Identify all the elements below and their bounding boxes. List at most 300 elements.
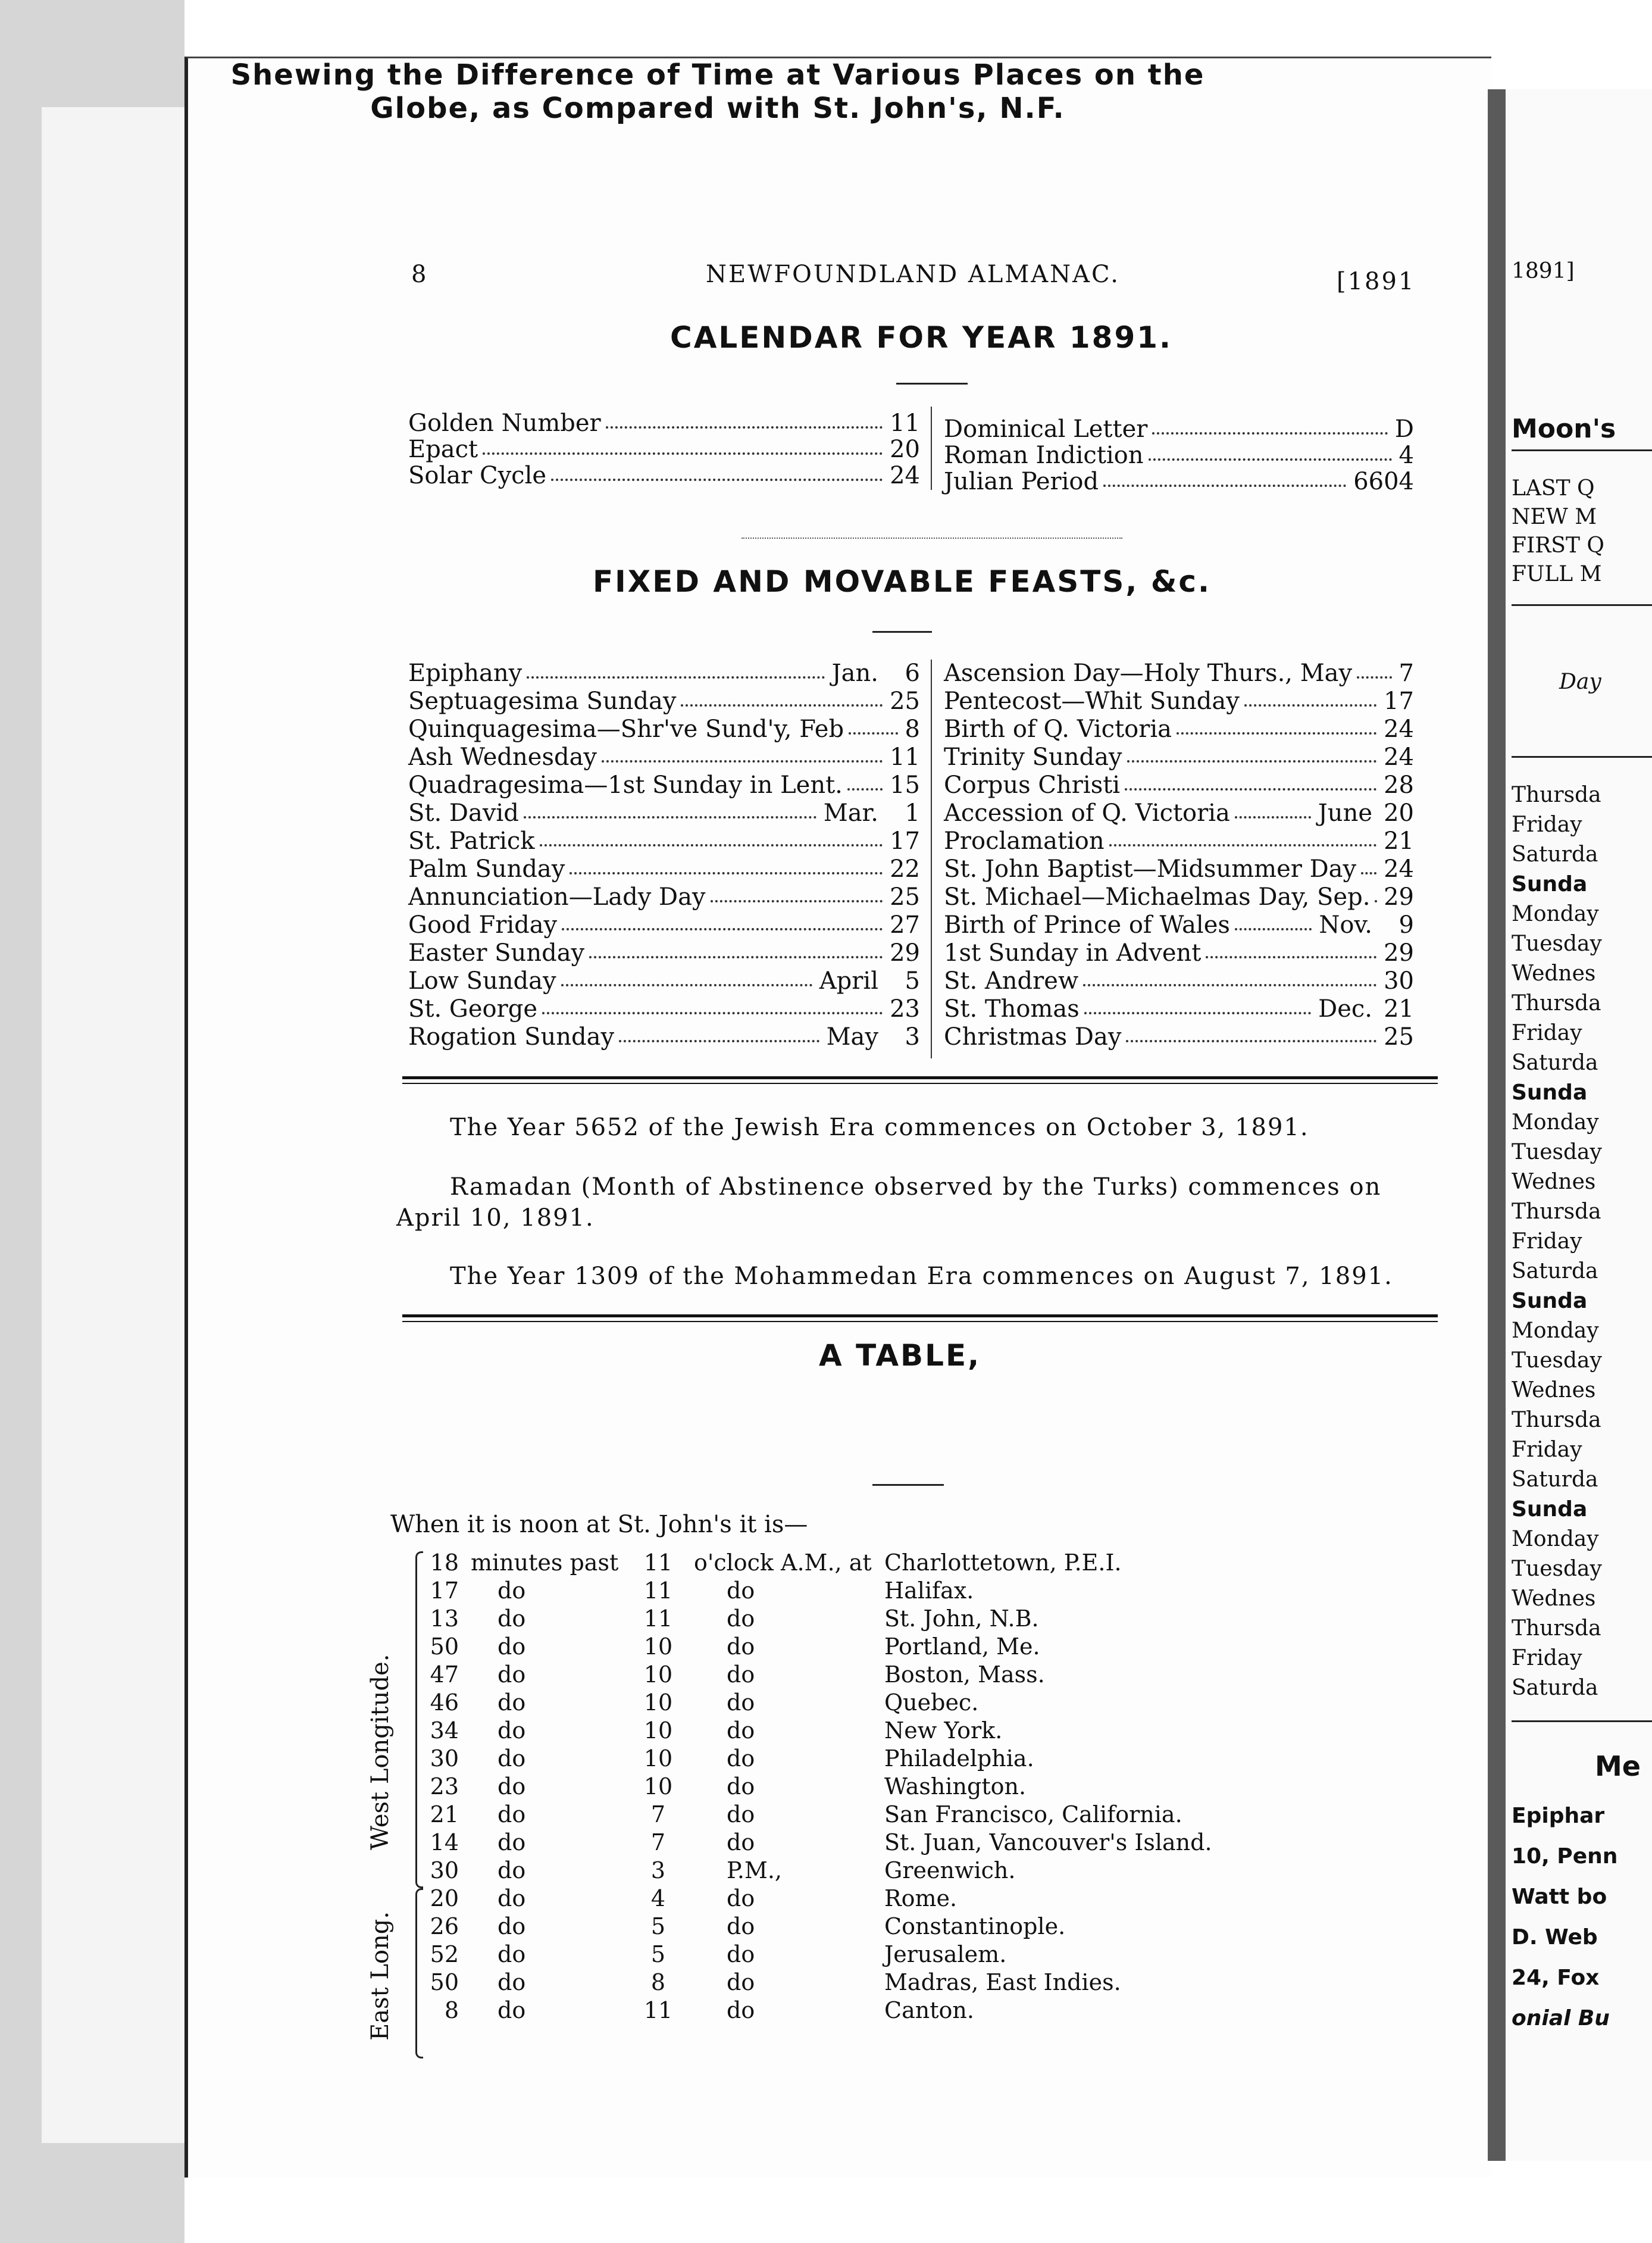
row-place: Halifax.: [884, 1577, 974, 1604]
weekday-label: Sunda: [1512, 872, 1588, 896]
row-unit: do: [498, 1745, 526, 1772]
row-place: Portland, Me.: [884, 1633, 1040, 1660]
dot-leader: [1375, 900, 1376, 902]
row-unit: do: [498, 1605, 526, 1632]
row-value: 9: [1398, 911, 1414, 939]
row-hour: 10: [643, 1745, 673, 1772]
dot-leader: [589, 956, 883, 958]
row-place: New York.: [884, 1717, 1003, 1744]
dot-leader: [1149, 458, 1392, 461]
weekday-label: Wednes: [1512, 961, 1596, 986]
row-label: Birth of Q. Victoria: [944, 716, 1172, 743]
row-label: Epact: [408, 436, 478, 463]
row-label: Easter Sunday: [408, 939, 585, 967]
dot-leader: [849, 732, 898, 735]
row-value: 20: [890, 436, 920, 463]
row-place: Madras, East Indies.: [884, 1969, 1121, 1995]
dot-leader: [562, 928, 883, 930]
row-month: Jan.: [831, 660, 878, 687]
row-unit: do: [498, 1661, 526, 1688]
dot-leader: [1361, 872, 1376, 874]
row-place: Quebec.: [884, 1689, 979, 1716]
row-ampm: do: [727, 1661, 755, 1688]
row-label: Christmas Day: [944, 1023, 1122, 1051]
feast-row: [944, 442, 1414, 468]
phase-label: FULL M: [1512, 562, 1602, 586]
feast-row: [408, 799, 920, 826]
title-rule: [872, 631, 932, 633]
me-line: 24, Fox: [1512, 1966, 1600, 1990]
row-value: 25: [890, 883, 920, 911]
dot-leader: [711, 900, 883, 902]
row-unit: do: [498, 1997, 526, 2023]
dot-leader: [602, 760, 883, 763]
row-ampm: do: [727, 1969, 755, 1995]
weekday-label: Sunda: [1512, 1289, 1588, 1313]
me-line: Epiphar: [1512, 1804, 1605, 1828]
row-value: 24: [890, 462, 920, 489]
dot-leader: [1103, 485, 1346, 487]
row-hour: 5: [650, 1913, 666, 1939]
feast-row: [944, 883, 1414, 910]
feast-row: [944, 827, 1414, 854]
double-rule: [402, 1314, 1438, 1322]
row-hour: 10: [643, 1689, 673, 1716]
feast-row: [944, 855, 1414, 882]
section-rule: [741, 538, 1122, 539]
feast-row: [408, 939, 920, 966]
rule: [1512, 604, 1652, 606]
row-label: Julian Period: [944, 468, 1099, 495]
dot-leader: [619, 1040, 819, 1042]
row-value: 21: [1384, 827, 1414, 855]
row-hour: 4: [650, 1885, 666, 1911]
row-label: Epiphany: [408, 660, 522, 687]
row-minutes: 18: [430, 1550, 459, 1576]
row-minutes: 20: [430, 1885, 459, 1911]
row-value: 29: [890, 939, 920, 967]
feast-row: [408, 688, 920, 714]
row-ampm: do: [727, 1605, 755, 1632]
feast-row: [944, 660, 1414, 686]
row-unit: do: [498, 1633, 526, 1660]
row-unit: do: [498, 1773, 526, 1800]
row-value: 20: [1384, 799, 1414, 827]
row-hour: 5: [650, 1941, 666, 1967]
row-ampm: do: [727, 1885, 755, 1911]
weekday-label: Thursda: [1512, 783, 1601, 807]
row-value: D: [1394, 416, 1414, 443]
feast-row: [408, 855, 920, 882]
row-hour: 11: [643, 1577, 673, 1604]
dot-leader: [561, 984, 812, 986]
row-label: Quinquagesima—Shr've Sund'y, Feb: [408, 716, 844, 743]
feast-row: [944, 799, 1414, 826]
feast-row: [408, 883, 920, 910]
dot-leader: [1235, 928, 1312, 930]
feast-row: [944, 416, 1414, 442]
row-label: Accession of Q. Victoria: [944, 799, 1230, 827]
row-ampm: do: [727, 1633, 755, 1660]
row-value: 5: [905, 967, 920, 995]
dot-leader: [681, 704, 883, 707]
row-hour: 10: [643, 1717, 673, 1744]
row-value: 29: [1384, 883, 1414, 911]
me-heading: Me: [1595, 1750, 1641, 1782]
feast-row: [408, 410, 920, 436]
feast-row: [944, 1023, 1414, 1049]
me-line: D. Web: [1512, 1925, 1598, 1950]
weekday-label: Thursda: [1512, 1408, 1601, 1432]
weekday-label: Friday: [1512, 1646, 1582, 1670]
row-place: St. Juan, Vancouver's Island.: [884, 1829, 1212, 1855]
dot-leader: [540, 844, 883, 846]
phase-label: FIRST Q: [1512, 533, 1604, 558]
weekday-label: Saturda: [1512, 1259, 1598, 1283]
row-hour: 11: [643, 1997, 673, 2023]
row-value: 1: [905, 799, 920, 827]
row-value: 24: [1384, 743, 1414, 771]
row-minutes: 23: [430, 1773, 459, 1800]
weekday-label: Thursda: [1512, 1199, 1601, 1224]
weekday-label: Tuesday: [1512, 1557, 1602, 1581]
weekday-label: Sunda: [1512, 1080, 1588, 1105]
dot-leader: [847, 788, 883, 791]
row-month: June: [1318, 799, 1372, 827]
row-place: Boston, Mass.: [884, 1661, 1045, 1688]
row-place: San Francisco, California.: [884, 1801, 1182, 1827]
feast-row: [944, 716, 1414, 742]
rule: [1512, 1720, 1652, 1722]
row-unit: do: [498, 1717, 526, 1744]
row-value: 27: [890, 911, 920, 939]
dot-leader: [1083, 984, 1376, 986]
row-value: 6: [905, 660, 920, 687]
row-value: 28: [1384, 771, 1414, 799]
row-unit: do: [498, 1857, 526, 1883]
row-label: Roman Indiction: [944, 442, 1144, 469]
row-minutes: 34: [430, 1717, 459, 1744]
feast-row: [408, 716, 920, 742]
double-rule: [402, 1076, 1438, 1084]
row-label: Low Sunday: [408, 967, 556, 995]
row-hour: 7: [650, 1801, 666, 1827]
row-label: Ascension Day—Holy Thurs., May: [944, 660, 1353, 687]
east-brace: [415, 1888, 423, 2058]
table-subtitle: Shewing the Difference of Time at Various Places on the Globe, as Compared with St. John's, N.F.: [230, 58, 1205, 125]
row-ampm: do: [727, 1717, 755, 1744]
row-minutes: 47: [430, 1661, 459, 1688]
dot-leader: [606, 426, 883, 429]
row-value: 11: [890, 743, 920, 771]
row-unit: do: [498, 1885, 526, 1911]
row-label: Septuagesima Sunday: [408, 688, 677, 715]
dot-leader: [570, 872, 883, 874]
weekday-label: Friday: [1512, 1438, 1582, 1462]
almanac-page: [184, 57, 1491, 2178]
row-minutes: 8: [444, 1997, 459, 2023]
row-value: 23: [890, 995, 920, 1023]
row-ampm: P.M.,: [727, 1857, 783, 1883]
phase-label: NEW M: [1512, 505, 1597, 529]
dot-leader: [527, 676, 825, 679]
row-hour: 8: [650, 1969, 666, 1995]
weekday-label: Thursda: [1512, 991, 1601, 1016]
row-ampm: do: [727, 1577, 755, 1604]
dot-leader: [1127, 760, 1376, 763]
row-label: St. Thomas: [944, 995, 1080, 1023]
row-label: Golden Number: [408, 410, 601, 437]
row-place: Philadelphia.: [884, 1745, 1034, 1772]
dot-leader: [1126, 1040, 1376, 1042]
weekday-label: Saturda: [1512, 1051, 1598, 1075]
row-label: Trinity Sunday: [944, 743, 1122, 771]
row-hour: 10: [643, 1661, 673, 1688]
weekday-label: Friday: [1512, 1229, 1582, 1254]
row-minutes: 21: [430, 1801, 459, 1827]
row-value: 24: [1384, 855, 1414, 883]
feast-row: [944, 468, 1414, 494]
row-minutes: 46: [430, 1689, 459, 1716]
row-minutes: 30: [430, 1745, 459, 1772]
feast-row: [944, 688, 1414, 714]
row-minutes: 26: [430, 1913, 459, 1939]
weekday-label: Monday: [1512, 1527, 1599, 1551]
weekday-label: Wednes: [1512, 1378, 1596, 1402]
weekday-label: Friday: [1512, 813, 1582, 837]
running-title: NEWFOUNDLAND ALMANAC.: [706, 261, 1120, 288]
row-value: 24: [1384, 716, 1414, 743]
weekday-label: Saturda: [1512, 842, 1598, 867]
feasts-title: FIXED AND MOVABLE FEASTS, &c.: [593, 564, 1212, 599]
row-unit: minutes past: [471, 1550, 619, 1576]
weekday-label: Wednes: [1512, 1170, 1596, 1194]
weekday-label: Sunda: [1512, 1497, 1588, 1522]
row-label: St. George: [408, 995, 538, 1023]
row-minutes: 13: [430, 1605, 459, 1632]
row-minutes: 50: [430, 1969, 459, 1995]
row-unit: do: [498, 1913, 526, 1939]
next-page-fragment: [1506, 89, 1652, 2161]
row-minutes: 17: [430, 1577, 459, 1604]
weekday-label: Saturda: [1512, 1676, 1598, 1700]
row-value: 25: [1384, 1023, 1414, 1051]
table-intro: When it is noon at St. John's it is—: [390, 1511, 808, 1538]
row-label: Annunciation—Lady Day: [408, 883, 706, 911]
title-rule: [896, 383, 968, 385]
calendar-title: CALENDAR FOR YEAR 1891.: [670, 320, 1173, 355]
row-value: 4: [1398, 442, 1414, 469]
dot-leader: [1152, 432, 1388, 435]
row-ampm: do: [727, 1745, 755, 1772]
row-value: 7: [1398, 660, 1414, 687]
row-label: St. Andrew: [944, 967, 1079, 995]
feast-row: [408, 743, 920, 770]
feast-row: [944, 939, 1414, 966]
row-place: Rome.: [884, 1885, 958, 1911]
weekday-label: Tuesday: [1512, 1140, 1602, 1164]
row-label: St. Patrick: [408, 827, 535, 855]
row-minutes: 14: [430, 1829, 459, 1855]
row-label: Palm Sunday: [408, 855, 565, 883]
row-month: Dec.: [1318, 995, 1372, 1023]
column-divider: [931, 407, 932, 490]
row-value: 25: [890, 688, 920, 715]
dot-leader: [1206, 956, 1376, 958]
row-label: St. Michael—Michaelmas Day, Sep.: [944, 883, 1371, 911]
row-hour: 10: [643, 1633, 673, 1660]
weekday-label: Tuesday: [1512, 1348, 1602, 1373]
feast-row: [408, 1023, 920, 1049]
row-value: 6604: [1353, 468, 1414, 495]
row-value: 3: [905, 1023, 920, 1051]
weekday-label: Monday: [1512, 902, 1599, 926]
row-label: Dominical Letter: [944, 416, 1148, 443]
row-unit: do: [498, 1941, 526, 1967]
dot-leader: [542, 1012, 883, 1014]
feast-row: [408, 771, 920, 798]
row-month: Nov.: [1319, 911, 1372, 939]
row-place: Constantinople.: [884, 1913, 1066, 1939]
feast-row: [944, 743, 1414, 770]
dot-leader: [524, 816, 816, 819]
dot-leader: [1109, 844, 1376, 846]
weekday-label: Friday: [1512, 1021, 1582, 1045]
row-label: Good Friday: [408, 911, 558, 939]
row-hour: 10: [643, 1773, 673, 1800]
dot-leader: [1177, 732, 1376, 735]
weekday-label: Saturda: [1512, 1467, 1598, 1492]
feast-row: [408, 995, 920, 1021]
row-place: Jerusalem.: [884, 1941, 1007, 1967]
row-minutes: 52: [430, 1941, 459, 1967]
weekday-label: Monday: [1512, 1319, 1599, 1343]
row-place: Washington.: [884, 1773, 1027, 1800]
row-unit: do: [498, 1969, 526, 1995]
row-value: 17: [890, 827, 920, 855]
me-line: Watt bo: [1512, 1885, 1607, 1909]
previous-page-edge: [42, 107, 184, 2143]
row-value: 8: [905, 716, 920, 743]
row-ampm: do: [727, 1913, 755, 1939]
feast-row: [944, 771, 1414, 798]
east-longitude-label: East Long.: [367, 1911, 394, 2041]
row-value: 22: [890, 855, 920, 883]
rule: [1512, 756, 1652, 758]
feast-row: [408, 967, 920, 994]
row-label: St. David: [408, 799, 519, 827]
title-rule: [872, 1484, 944, 1486]
row-label: Ash Wednesday: [408, 743, 597, 771]
row-label: Proclamation: [944, 827, 1105, 855]
row-label: Pentecost—Whit Sunday: [944, 688, 1240, 715]
weekday-label: Monday: [1512, 1110, 1599, 1135]
row-unit: do: [498, 1801, 526, 1827]
feast-row: [408, 911, 920, 938]
ramadan-note: Ramadan (Month of Abstinence observed by the Turks) commences on: [450, 1173, 1382, 1201]
row-month: April: [819, 967, 878, 995]
row-ampm: do: [727, 1773, 755, 1800]
row-label: Corpus Christi: [944, 771, 1121, 799]
row-value: 29: [1384, 939, 1414, 967]
row-hour: 3: [650, 1857, 666, 1883]
row-minutes: 50: [430, 1633, 459, 1660]
row-month: May: [826, 1023, 878, 1051]
dot-leader: [1125, 788, 1376, 791]
rule: [1512, 449, 1652, 451]
ramadan-note-date: April 10, 1891.: [396, 1204, 595, 1232]
row-unit: do: [498, 1689, 526, 1716]
dot-leader: [1084, 1012, 1311, 1014]
row-label: Rogation Sunday: [408, 1023, 615, 1051]
row-ampm: do: [727, 1801, 755, 1827]
table-title: A TABLE,: [819, 1338, 981, 1373]
me-line: onial Bu: [1512, 2006, 1610, 2030]
row-label: 1st Sunday in Advent: [944, 939, 1202, 967]
phase-label: LAST Q: [1512, 476, 1595, 501]
row-ampm: do: [727, 1997, 755, 2023]
feast-row: [408, 436, 920, 462]
west-brace: [415, 1551, 423, 1888]
row-label: Solar Cycle: [408, 462, 547, 489]
row-unit: do: [498, 1577, 526, 1604]
dot-leader: [1244, 704, 1376, 707]
row-ampm: do: [727, 1941, 755, 1967]
row-value: 17: [1384, 688, 1414, 715]
row-ampm: o'clock A.M., at: [694, 1550, 872, 1576]
row-value: 30: [1384, 967, 1414, 995]
weekday-label: Tuesday: [1512, 932, 1602, 956]
feast-row: [944, 967, 1414, 994]
mohammedan-era-note: The Year 1309 of the Mohammedan Era commences on August 7, 1891.: [450, 1263, 1393, 1290]
feast-row: [408, 462, 920, 488]
row-ampm: do: [727, 1689, 755, 1716]
row-month: Mar.: [823, 799, 878, 827]
page-gutter: [1488, 89, 1506, 2161]
row-ampm: do: [727, 1829, 755, 1855]
row-value: 15: [890, 771, 920, 799]
west-longitude-label: West Longitude.: [367, 1654, 394, 1850]
weekday-label: Thursda: [1512, 1616, 1601, 1641]
row-minutes: 30: [430, 1857, 459, 1883]
row-value: 11: [890, 410, 920, 437]
dot-leader: [483, 452, 883, 455]
feast-row: [408, 827, 920, 854]
year-tag: [1891: [1337, 268, 1416, 295]
row-place: St. John, N.B.: [884, 1605, 1039, 1632]
row-label: St. John Baptist—Midsummer Day: [944, 855, 1357, 883]
feast-row: [408, 660, 920, 686]
row-unit: do: [498, 1829, 526, 1855]
row-place: Charlottetown, P.E.I.: [884, 1550, 1122, 1576]
jewish-era-note: The Year 5652 of the Jewish Era commences on October 3, 1891.: [450, 1114, 1309, 1141]
row-hour: 11: [643, 1550, 673, 1576]
row-place: Greenwich.: [884, 1857, 1016, 1883]
dot-leader: [1235, 816, 1311, 819]
column-divider: [931, 660, 932, 1058]
feast-row: [944, 911, 1414, 938]
moon-heading: Moon's: [1512, 414, 1616, 444]
weekday-label: Wednes: [1512, 1586, 1596, 1611]
day-label: Day: [1559, 670, 1601, 694]
row-value: 21: [1384, 995, 1414, 1023]
page-number: 8: [411, 261, 428, 288]
feast-row: [944, 995, 1414, 1021]
row-hour: 11: [643, 1605, 673, 1632]
next-page-year: 1891]: [1512, 259, 1575, 283]
row-hour: 7: [650, 1829, 666, 1855]
row-label: Birth of Prince of Wales: [944, 911, 1230, 939]
